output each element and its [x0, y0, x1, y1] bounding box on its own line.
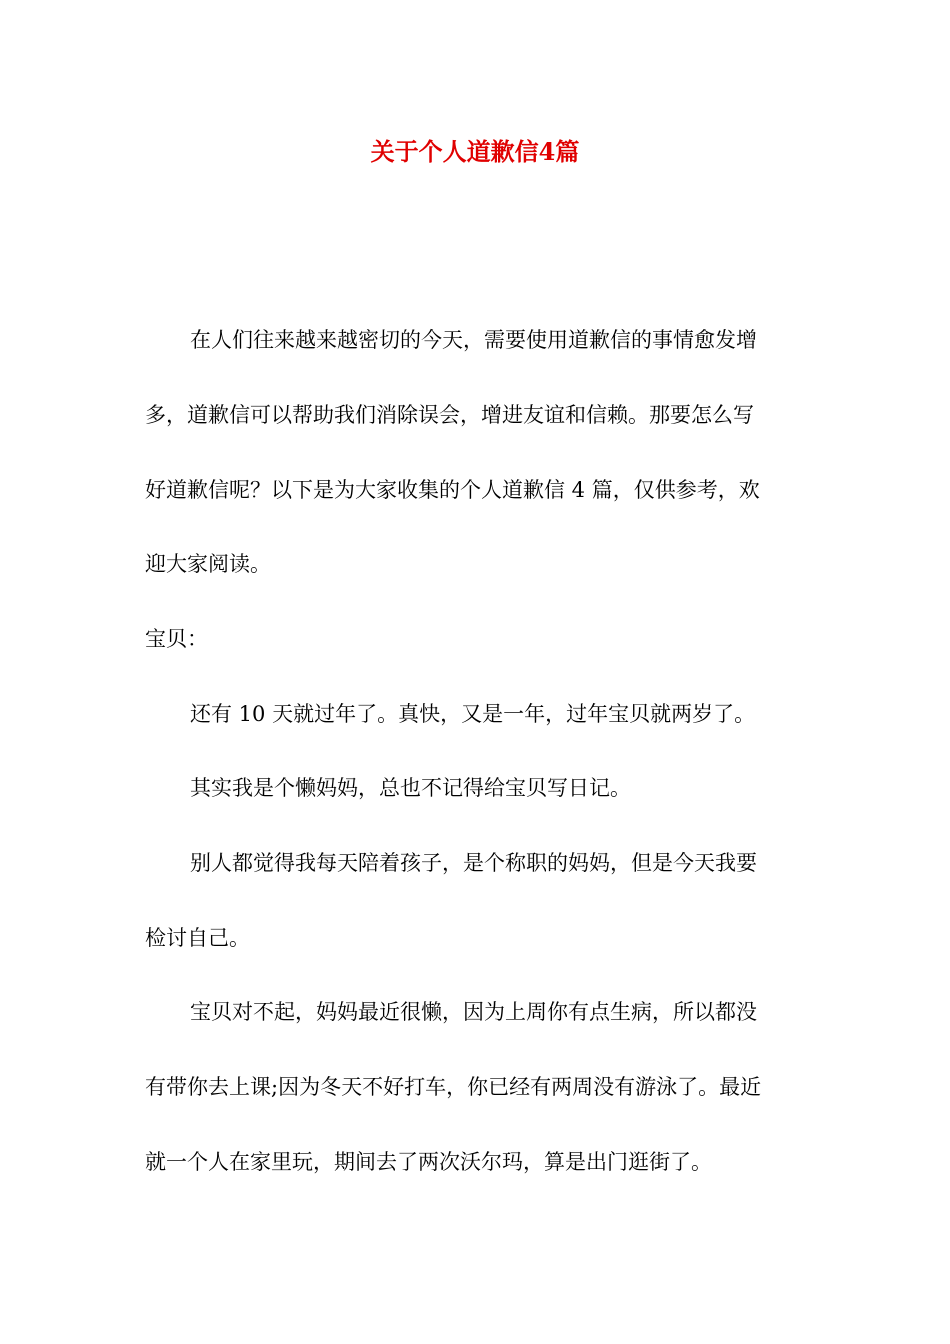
paragraph-4-line-3: 就一个人在家里玩，期间去了两次沃尔玛，算是出门逛街了。: [145, 1150, 712, 1174]
paragraph-3-line-1: 别人都觉得我每天陪着孩子，是个称职的妈妈，但是今天我要: [190, 851, 757, 875]
intro-line-1: 在人们往来越来越密切的今天，需要使用道歉信的事情愈发增: [190, 328, 757, 352]
intro-line-3: 好道歉信呢？以下是为大家收集的个人道歉信 4 篇，仅供参考，欢: [145, 478, 760, 502]
paragraph-4-line-1: 宝贝对不起，妈妈最近很懒，因为上周你有点生病，所以都没: [190, 1000, 757, 1024]
document-title: 关于个人道歉信4篇: [370, 137, 580, 166]
paragraph-4-line-2: 有带你去上课;因为冬天不好打车，你已经有两周没有游泳了。最近: [145, 1075, 762, 1099]
paragraph-1: 还有 10 天就过年了。真快，又是一年，过年宝贝就两岁了。: [190, 702, 756, 726]
intro-line-4: 迎大家阅读。: [145, 552, 271, 576]
salutation: 宝贝：: [145, 627, 208, 651]
paragraph-3-line-2: 检讨自己。: [145, 926, 250, 950]
intro-line-2: 多，道歉信可以帮助我们消除误会，增进友谊和信赖。那要怎么写: [145, 403, 754, 427]
paragraph-2: 其实我是个懒妈妈，总也不记得给宝贝写日记。: [190, 776, 631, 800]
